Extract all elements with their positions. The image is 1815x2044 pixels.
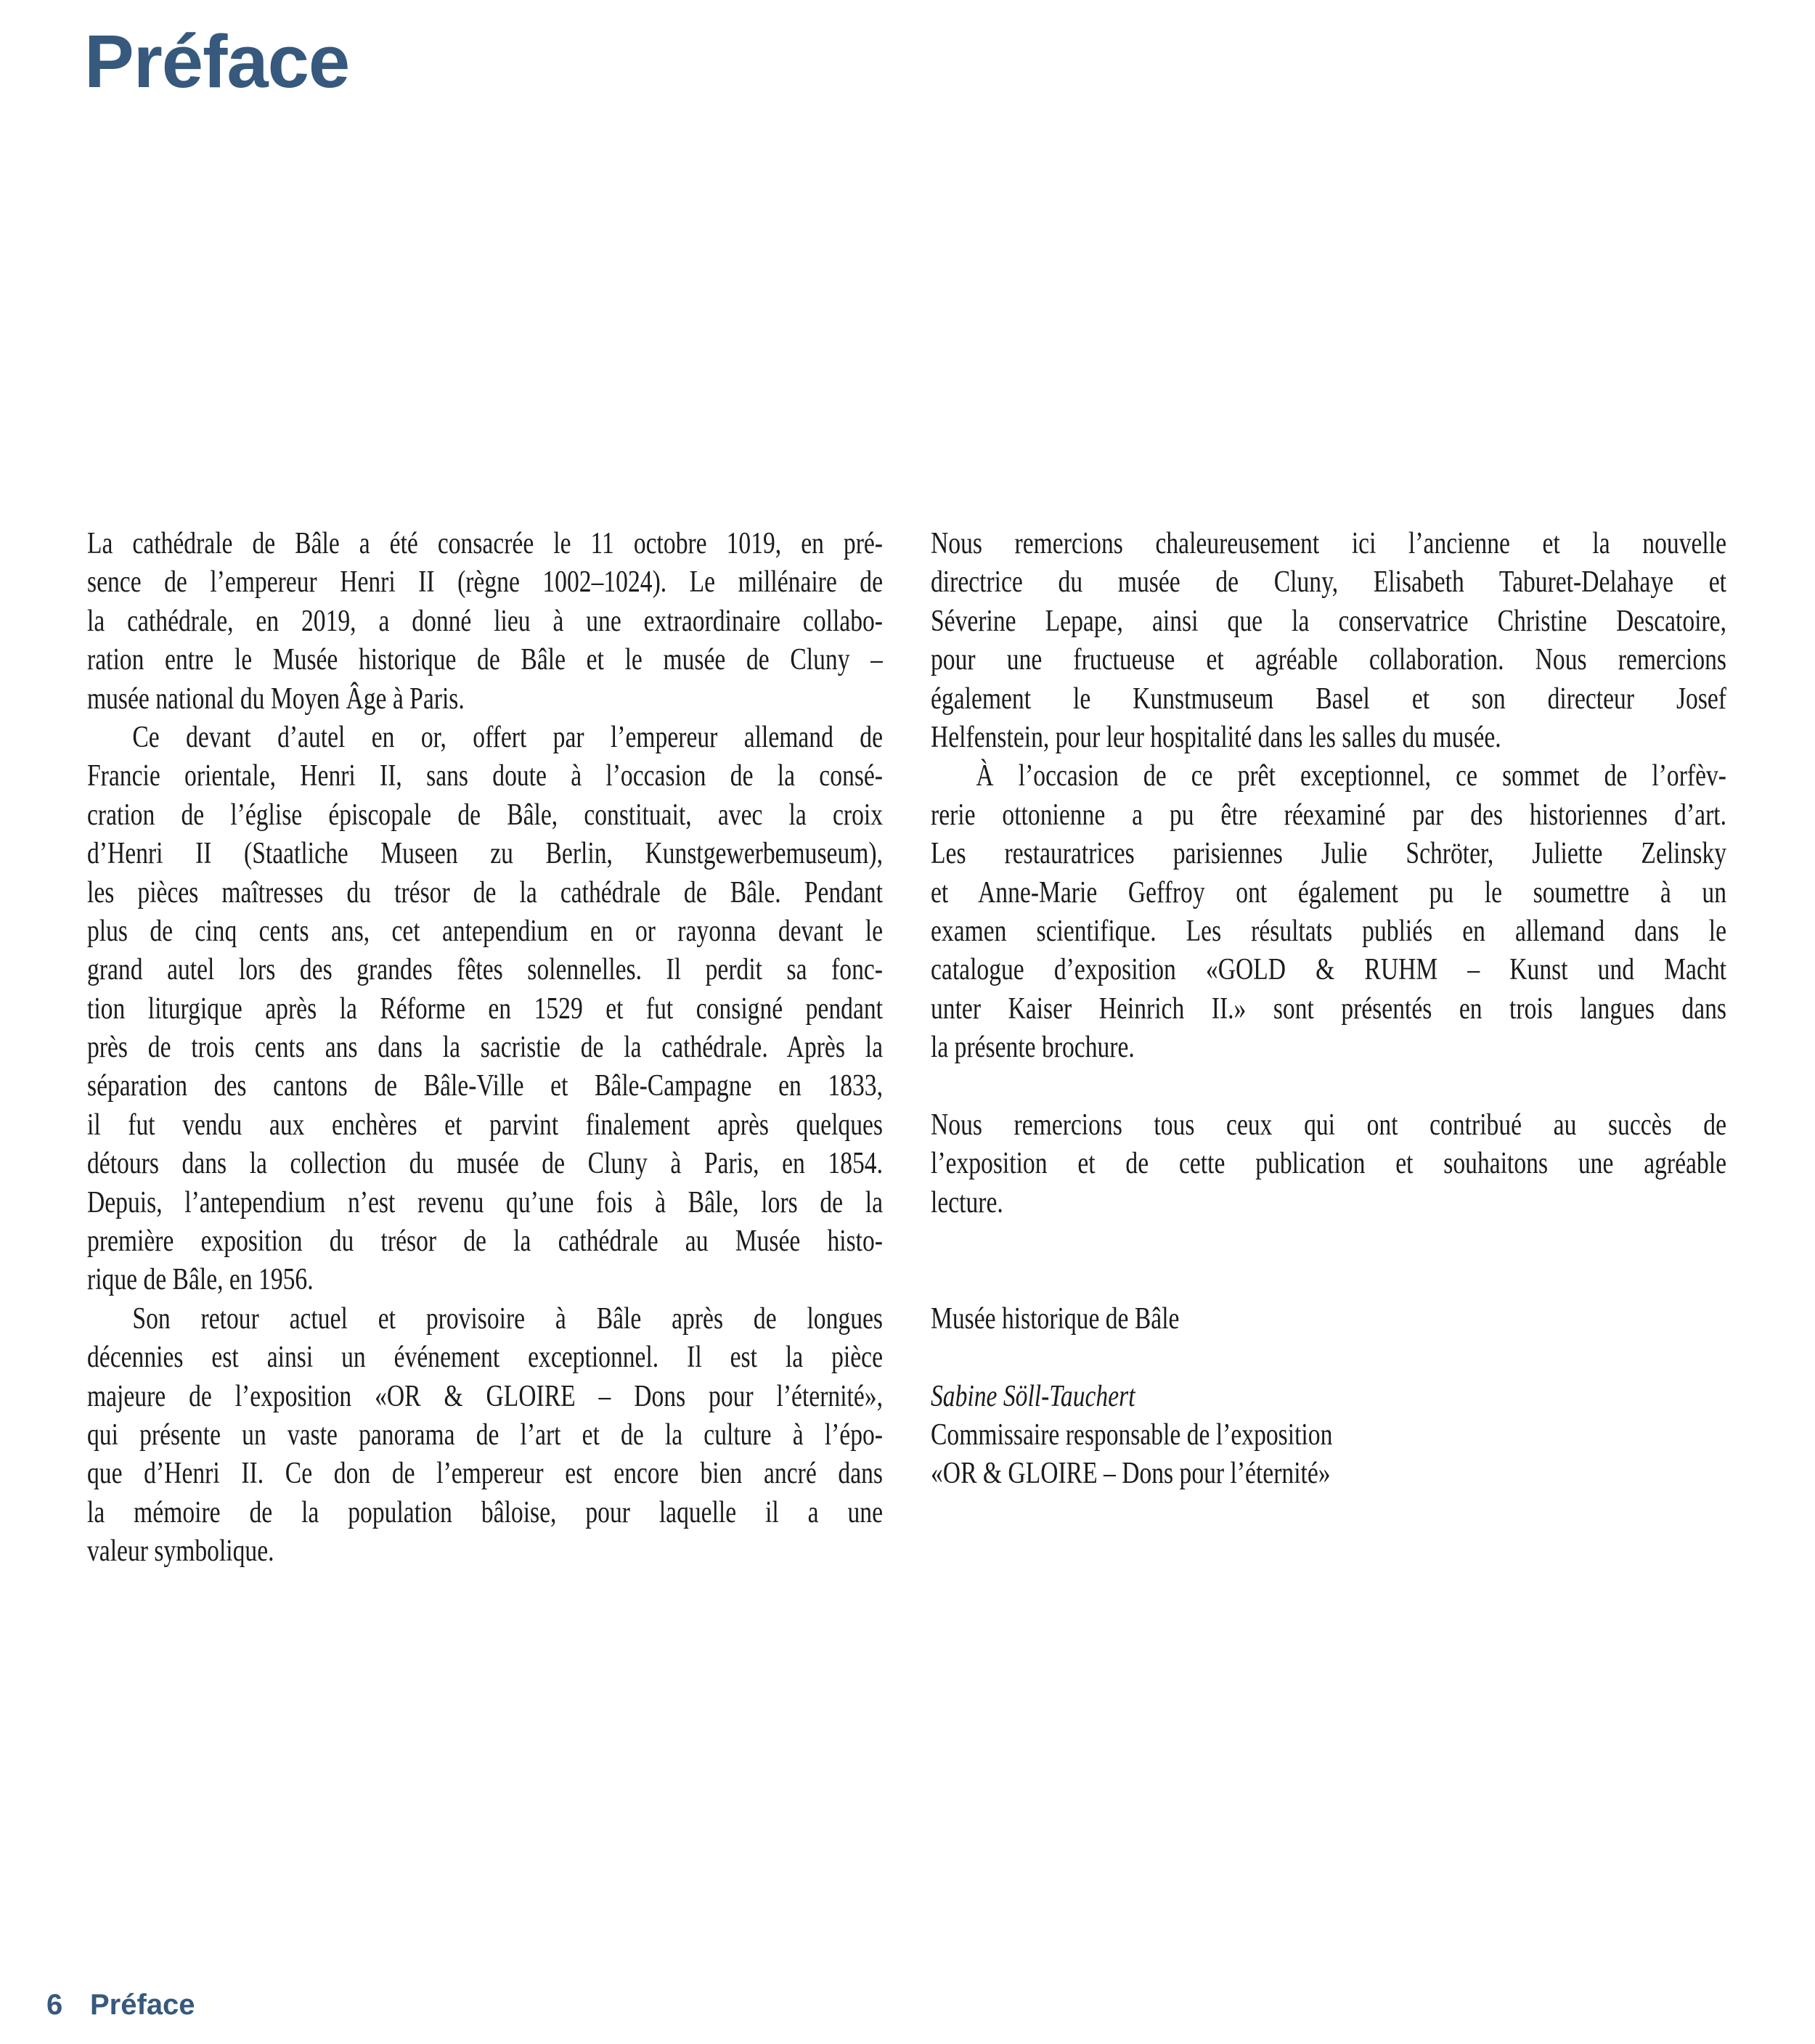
text-line: À l’occasion de ce prêt exceptionnel, ce sommet de l’orfèv-	[976, 759, 1726, 793]
text-line: rerie ottonienne a pu être réexaminé par des historiennes d’art.	[931, 798, 1726, 832]
text-line: musée national du Moyen Âge à Paris.	[87, 682, 465, 716]
paragraph	[87, 1300, 883, 1571]
text-line: catalogue d’exposition «GOLD & RUHM – Kunst und Macht	[931, 953, 1726, 987]
paragraph-gap	[931, 1067, 1726, 1105]
text-line: séparation des cantons de Bâle-Ville et Bâle-Campagne en 1833,	[87, 1069, 883, 1103]
text-line: directrice du musée de Cluny, Elisabeth Taburet-Delahaye et	[931, 565, 1726, 600]
text-line: Commissaire responsable de l’exposition	[931, 1418, 1333, 1452]
text-line: qui présente un vaste panorama de l’art et de la culture à l’épo-	[87, 1418, 883, 1452]
text-line: cration de l’église épiscopale de Bâle, constituait, avec la croix	[87, 798, 883, 832]
text-line: La cathédrale de Bâle a été consacrée le 11 octobre 1019, en pré-	[87, 527, 883, 560]
paragraph	[931, 1106, 1726, 1222]
text-line: l’exposition et de cette publication et souhaitons une agréable	[931, 1147, 1726, 1181]
text-line: la mémoire de la population bâloise, pour laquelle il a une	[87, 1495, 883, 1529]
text-line: décennies est ainsi un événement exceptionnel. Il est la pièce	[87, 1341, 883, 1375]
text-line: également le Kunstmuseum Basel et son directeur Josef	[931, 682, 1726, 716]
left-text-column	[87, 525, 883, 1571]
paragraph	[931, 1300, 1726, 1338]
paragraph	[931, 757, 1726, 1067]
text-line: ration entre le Musée historique de Bâle et le musée de Cluny –	[87, 643, 883, 677]
text-line: la cathédrale, en 2019, a donné lieu à une extraordinaire collabo-	[87, 604, 883, 638]
text-line: Francie orientale, Henri II, sans doute à l’occasion de la consé-	[87, 759, 883, 793]
paragraph-gap	[931, 1338, 1726, 1377]
text-line: les pièces maîtresses du trésor de la cathédrale de Bâle. Pendant	[87, 875, 883, 909]
text-line: unter Kaiser Heinrich II.» sont présentés en trois langues dans	[931, 992, 1726, 1026]
text-line: première exposition du trésor de la cathédrale au Musée histo-	[87, 1225, 883, 1259]
text-line: Nous remercions tous ceux qui ont contribué au succès de	[931, 1108, 1726, 1142]
footer-page-number: 6	[46, 1989, 63, 2021]
text-line: Musée historique de Bâle	[931, 1301, 1180, 1336]
paragraph	[931, 1416, 1726, 1494]
text-line: sence de l’empereur Henri II (règne 1002–1024). Le millénaire de	[87, 565, 883, 600]
text-line: et Anne-Marie Geffroy ont également pu le soumettre à un	[931, 875, 1726, 909]
paragraph	[87, 719, 883, 1300]
text-line: que d’Henri II. Ce don de l’empereur est encore bien ancré dans	[87, 1457, 883, 1491]
text-line: valeur symbolique.	[87, 1534, 274, 1569]
text-line: détours dans la collection du musée de Cluny à Paris, en 1854.	[87, 1147, 883, 1181]
text-line: examen scientifique. Les résultats publiés en allemand dans le	[931, 914, 1726, 948]
text-line: Depuis, l’antependium n’est revenu qu’une fois à Bâle, lors de la	[87, 1185, 883, 1219]
text-line: grand autel lors des grandes fêtes solennelles. Il perdit sa fonc-	[87, 953, 883, 987]
text-line: Les restauratrices parisiennes Julie Schröter, Juliette Zelinsky	[931, 837, 1726, 871]
text-line: Sabine Söll-Tauchert	[931, 1379, 1135, 1413]
text-line: la présente brochure.	[931, 1031, 1135, 1065]
paragraph	[931, 1378, 1726, 1416]
text-line: Ce devant d’autel en or, offert par l’empereur allemand de	[132, 720, 883, 754]
paragraph	[931, 525, 1726, 757]
text-line: Nous remercions chaleureusement ici l’ancienne et la nouvelle	[931, 527, 1726, 560]
page-title: Préface	[84, 20, 350, 103]
text-line: plus de cinq cents ans, cet antependium en or rayonna devant le	[87, 914, 883, 948]
text-line: tion liturgique après la Réforme en 1529 et fut consigné pendant	[87, 992, 883, 1026]
text-line: rique de Bâle, en 1956.	[87, 1263, 314, 1297]
text-line: pour une fructueuse et agréable collaboration. Nous remercions	[931, 643, 1726, 677]
text-line: «OR & GLOIRE – Dons pour l’éternité»	[931, 1457, 1331, 1491]
text-line: d’Henri II (Staatliche Museen zu Berlin, Kunstgewerbemuseum),	[87, 837, 883, 871]
text-line: majeure de l’exposition «OR & GLOIRE – Dons pour l’éternité»,	[87, 1379, 883, 1413]
text-line: Son retour actuel et provisoire à Bâle après de longues	[132, 1301, 883, 1336]
footer-section-label: Préface	[90, 1989, 195, 2021]
text-line: il fut vendu aux enchères et parvint finalement après quelques	[87, 1108, 883, 1142]
text-line: lecture.	[931, 1185, 1003, 1219]
right-text-column	[931, 525, 1726, 1494]
paragraph	[87, 525, 883, 719]
text-line: près de trois cents ans dans la sacristie de la cathédrale. Après la	[87, 1031, 883, 1065]
paragraph-gap	[931, 1222, 1726, 1300]
text-line: Helfenstein, pour leur hospitalité dans les salles du musée.	[931, 720, 1501, 754]
text-line: Séverine Lepape, ainsi que la conservatrice Christine Descatoire,	[931, 604, 1726, 638]
